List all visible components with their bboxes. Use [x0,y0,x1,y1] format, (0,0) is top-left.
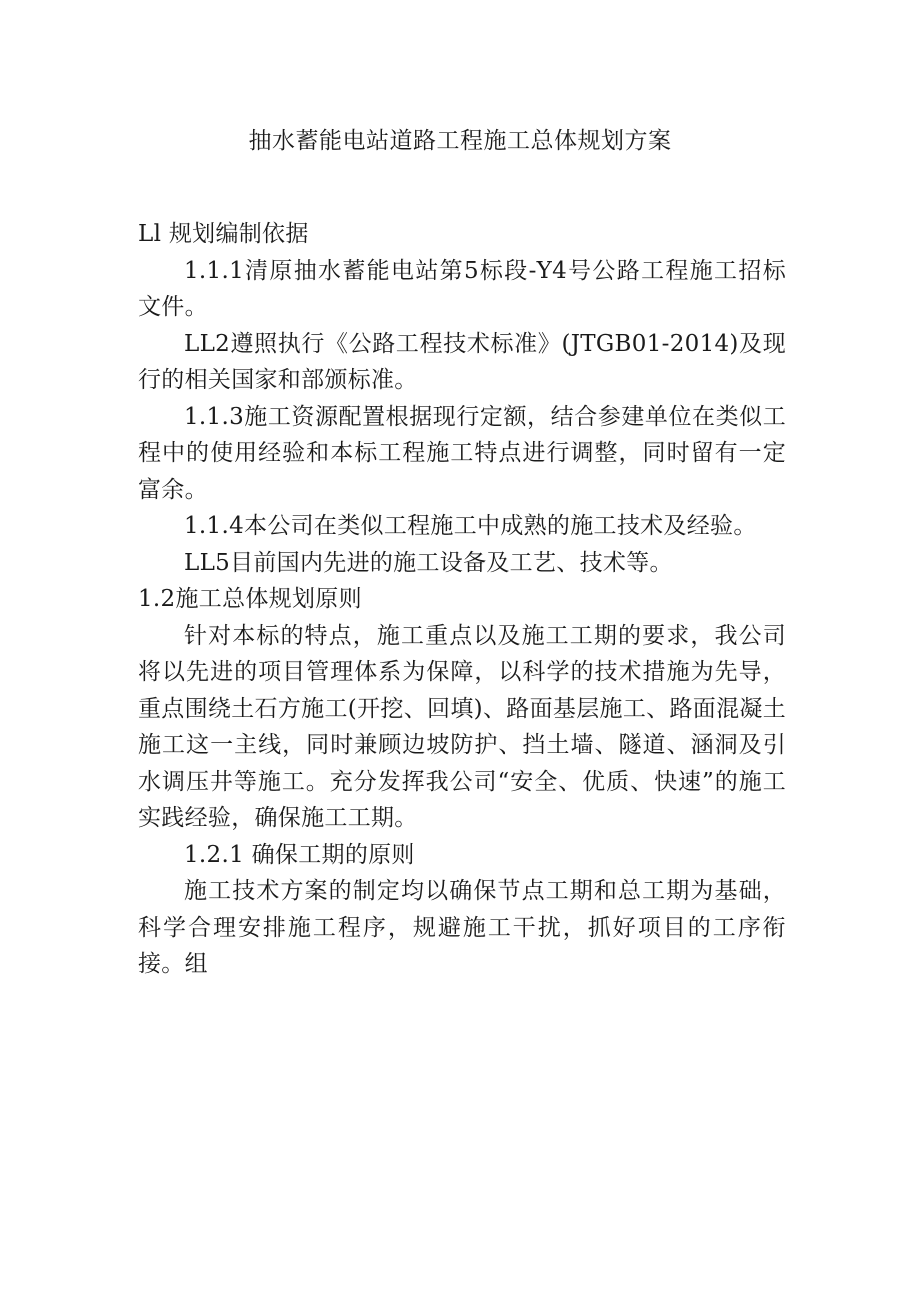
paragraph-1-2-1: 施工技术方案的制定均以确保节点工期和总工期为基础，科学合理安排施工程序，规避施工干扰，抓好项目的工序衔接。组 [138,878,786,977]
paragraph-1-2-intro: 针对本标的特点，施工重点以及施工工期的要求，我公司将以先进的项目管理体系为保障，以科学的技术措施为先导，重点围绕土石方施工(开挖、回填)、路面基层施工、路面混凝土施工这一主线，同时兼顾边坡防护、挡土墙、隧道、涵洞及引水调压井等施工。充分发挥我公司“安全、优质、快速”的施工实践经验，确保施工工期。 [138,622,786,831]
section-heading-1-1: Ll 规划编制依据 [138,221,309,247]
section-heading-1-2: 1.2施工总体规划原则 [138,586,362,612]
paragraph-1-1-3: 1.1.3施工资源配置根据现行定额，结合参建单位在类似工程中的使用经验和本标工程施工特点进行调整，同时留有一定富余。 [138,403,786,503]
paragraph-1-1-2: LL2遵照执行《公路工程技术标准》(JTGB01-2014)及现行的相关国家和部颁标准。 [138,330,786,393]
paragraph-1-1-1: 1.1.1清原抽水蓄能电站第5标段-Y4号公路工程施工招标文件。 [138,257,786,320]
subsection-heading-1-2-1: 1.2.1 确保工期的原则 [184,841,415,868]
document-body [138,216,786,983]
document-title: 抽水蓄能电站道路工程施工总体规划方案 [248,128,672,154]
paragraph-1-1-5: LL5目前国内先进的施工设备及工艺、技术等。 [184,549,673,576]
paragraph-1-1-4: 1.1.4本公司在类似工程施工中成熟的施工技术及经验。 [184,513,757,539]
